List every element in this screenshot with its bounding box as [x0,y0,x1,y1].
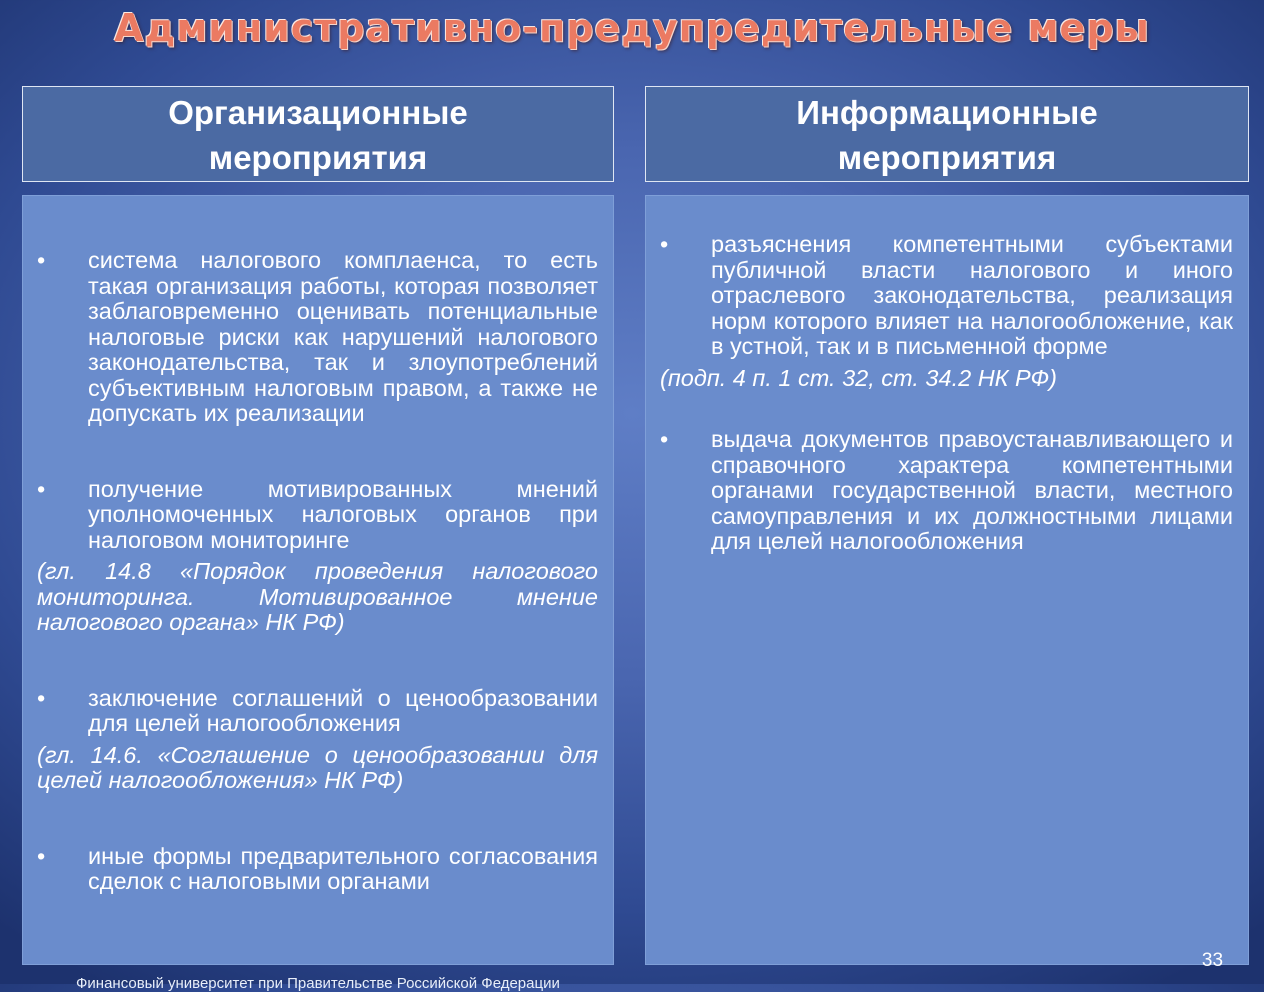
legal-reference-note: (гл. 14.6. «Соглашение о ценообразовании для целей налогообложения» НК РФ) [37,741,598,793]
list-item [37,686,598,737]
header-line-2: мероприятия [837,139,1057,176]
informational-measures-header [645,86,1249,182]
bullet-marker: • [660,426,669,452]
item-text: выдача документов правоустанавливающего и справочного характера компетентными органами государственной власти, местного самоуправления и их должностными лицами для целей налогообложения [711,426,1233,554]
bullet-marker: • [37,842,46,869]
item-text: система налогового комплаенса, то есть такая организация работы, которая позволяет заблаговременно оценивать потенциальные налоговые риски как нарушений налогового законодательства, так и злоупотреблений субъективным налоговым правом, а также не допускать их реализации [88,247,598,426]
list-item [660,427,1233,555]
legal-reference-note: (подп. 4 п. 1 ст. 32, ст. 34.2 НК РФ) [660,364,1057,391]
organizational-measures-header [22,86,614,182]
footer-text: Финансовый университет при Правительстве Российской Федерации [76,975,560,992]
item-text: иные формы предварительного согласования сделок с налоговыми органами [88,842,598,894]
legal-reference-note: (гл. 14.8 «Порядок проведения налогового мониторинга. Мотивированное мнение налогового органа» НК РФ) [37,558,598,635]
list-item [37,844,598,895]
informational-measures-panel [645,195,1249,965]
page-number: 33 [1201,950,1224,971]
header-line-1: Информационные [796,94,1098,131]
bullet-marker: • [37,684,46,711]
list-item [37,248,598,427]
header-line-2: мероприятия [208,139,428,176]
list-item [37,477,598,554]
list-item [660,232,1233,360]
item-text: заключение соглашений о ценообразовании для целей налогообложения [88,684,598,736]
bullet-marker: • [37,475,46,502]
slide-title: Административно-предупредительные меры [114,6,1150,50]
item-text: получение мотивированных мнений уполномоченных налоговых органов при налоговом мониторинге [88,475,598,553]
bullet-marker: • [660,231,669,257]
bullet-marker: • [37,247,46,273]
organizational-measures-panel [22,195,614,965]
item-text: разъяснения компетентными субъектами публичной власти налогового и иного отраслевого законодательства, реализация норм которого влияет на налогообложение, как в устной, так и в письменной форме [711,231,1233,359]
header-line-1: Организационные [168,94,468,131]
